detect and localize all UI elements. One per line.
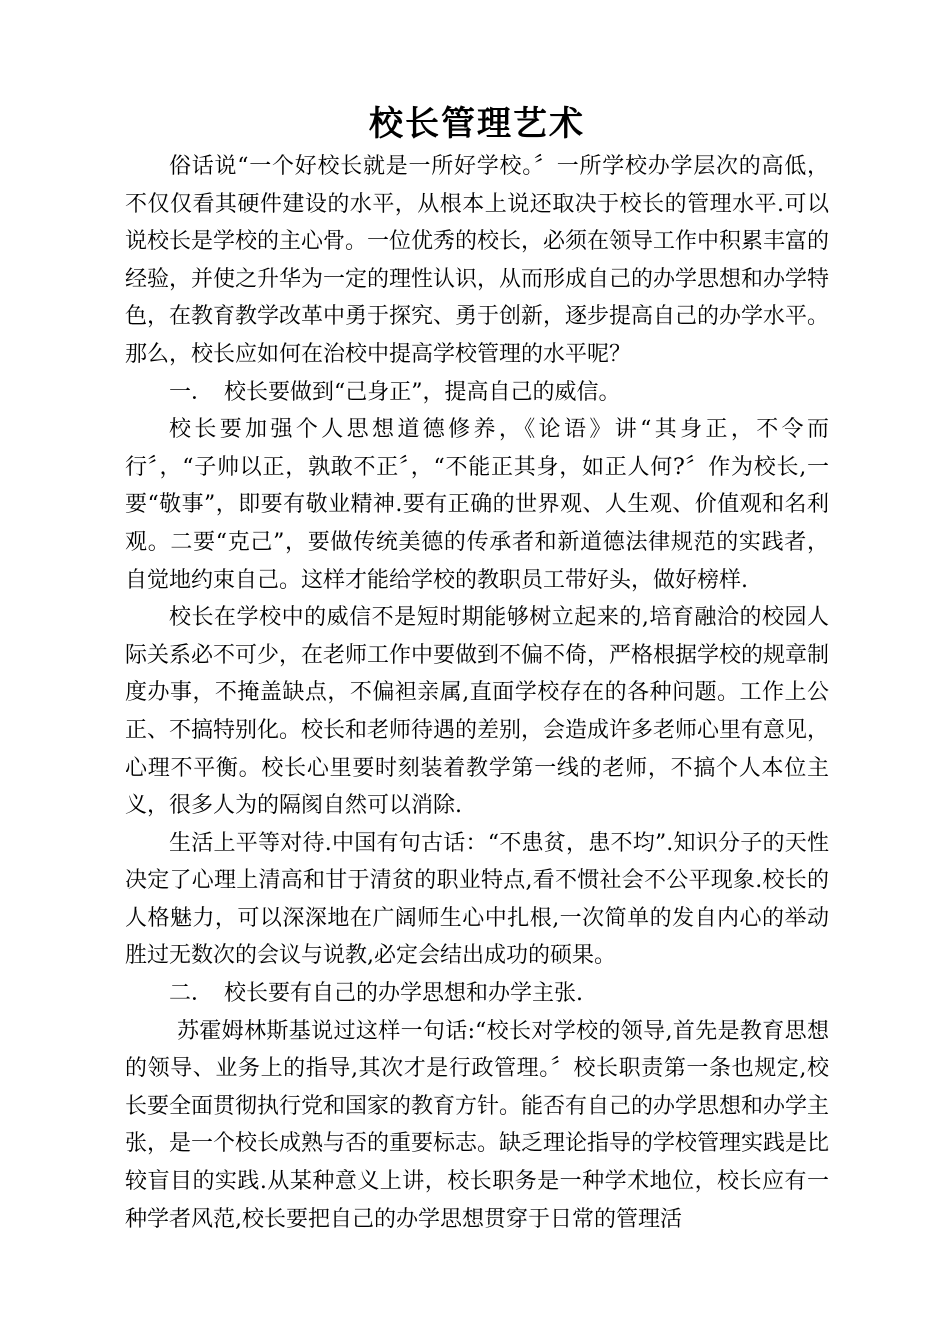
paragraph-prestige: 校长在学校中的威信不是短时期能够树立起来的,培育融洽的校园人际关系必不可少，在老师工作中要做到不偏不倚，严格根据学校的规章制度办事，不掩盖缺点，不偏袒亲属,直面学校存在的各种问题。工作上公正、不搞特别化。校长和老师待遇的差别，会造成许多老师心里有意见，心理不平衡。校长心里要时刻装着教学第一线的老师，不搞个人本位主义，很多人为的隔阂自然可以消除. [125,605,830,819]
paragraph-equal-treatment: 生活上平等对待.中国有句古话：“不患贫，患不均”.知识分子的天性决定了心理上清高和甘于清贫的职业特点,看不惯社会不公平现象.校长的人格魅力，可以深深地在广阔师生心中扎根,一次简单的发自内心的举动胜过无数次的会议与说教,必定会结出成功的硕果。 [125,830,829,969]
paragraph-sukhomlinsky: 苏霍姆林斯基说过这样一句话:“校长对学校的领导,首先是教育思想的领导、业务上的指导,其次才是行政管理。〞校长职责第一条也规定,校长要全面贯彻执行党和国家的教育方针。能否有自己的办学思想和办学主张，是一个校长成熟与否的重要标志。缺乏理论指导的学校管理实践是比较盲目的实践.从某种意义上讲，校长职务是一种学术地位，校长应有一种学者风范,校长要把自己的办学思想贯穿于日常的管理活 [125,1018,830,1232]
section-heading-2: 二． 校长要有自己的办学思想和办学主张. [169,981,583,1007]
section-heading-1: 一． 校长要做到“己身正”，提高自己的威信。 [169,379,621,405]
document-title: 校长管理艺术 [369,104,585,144]
paragraph-intro: 俗话说“一个好校长就是一所好学校。〞一所学校办学层次的高低，不仅仅看其硬件建设的水平，从根本上说还取决于校长的管理水平.可以说校长是学校的主心骨。一位优秀的校长，必须在领导工作中积累丰富的经验，并使之升华为一定的理性认识，从而形成自己的办学思想和办学特色，在教育教学改革中勇于探究、勇于创新，逐步提高自己的办学水平。那么，校长应如何在治校中提高学校管理的水平呢？ [125,154,830,367]
paragraph-self-cultivation: 校长要加强个人思想道德修养，《论语》讲“其身正，不令而行〞，“子帅以正，孰敢不正〞，“不能正其身，如正人何?〞作为校长,一要“敬事”，即要有敬业精神.要有正确的世界观、人生观、价值观和名利观。二要“克己”，要做传统美德的传承者和新道德法律规范的实践者，自觉地约束自己。这样才能给学校的教职员工带好头，做好榜样. [125,417,829,593]
document-page [125,100,829,1238]
